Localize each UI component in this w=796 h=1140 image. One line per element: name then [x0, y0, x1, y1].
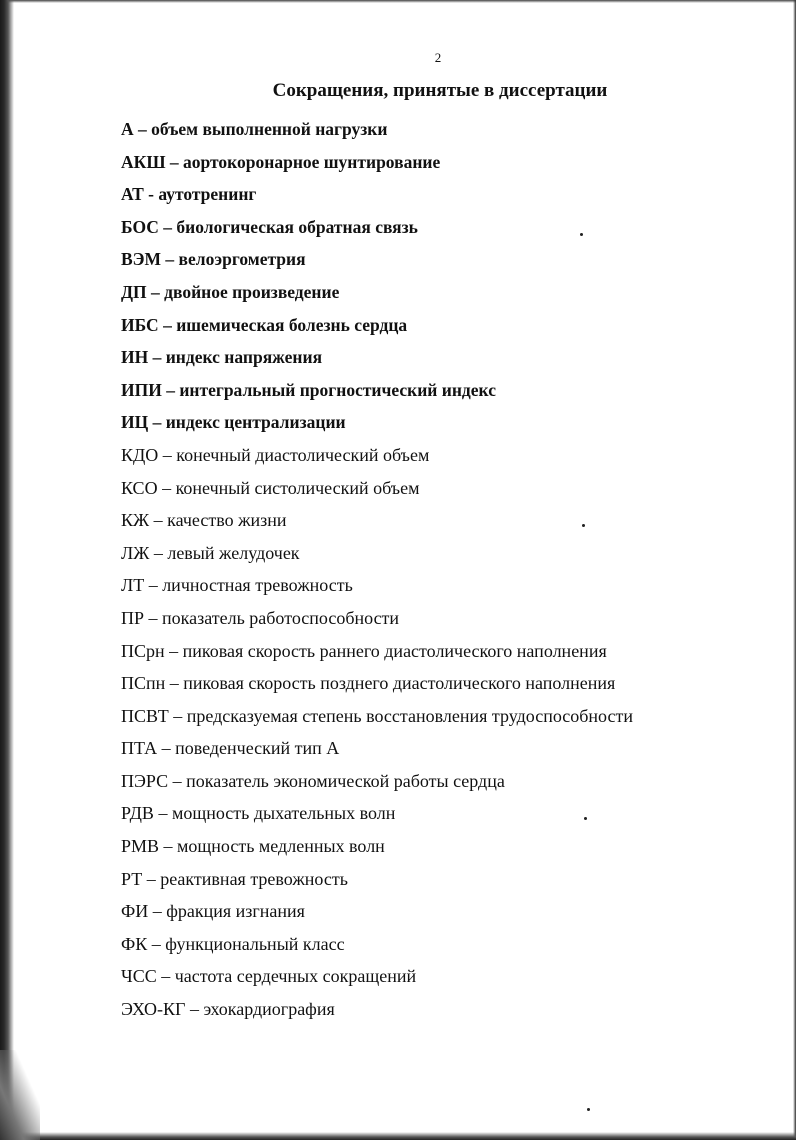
- abbreviation-item: КСО – конечный систолический объем: [121, 477, 420, 498]
- abbreviation-item: ИПИ – интегральный прогностический индекс: [121, 379, 496, 400]
- abbreviation-item: РТ – реактивная тревожность: [121, 868, 348, 889]
- abbreviation-item: РДВ – мощность дыхательных волн: [121, 803, 396, 824]
- abbreviation-item: ИН – индекс напряжения: [121, 347, 323, 368]
- scan-edge-bottom: [0, 1132, 796, 1140]
- abbreviation-item: ЭХО-КГ – эхокардиография: [121, 999, 335, 1020]
- abbreviation-item: КЖ – качество жизни: [121, 510, 287, 531]
- scan-corner-shadow: [0, 1050, 40, 1140]
- scan-edge-top: [0, 0, 796, 3]
- abbreviation-item: А – объем выполненной нагрузки: [121, 119, 388, 139]
- abbreviation-item: ЛЖ – левый желудочек: [121, 542, 300, 563]
- page-number: 2: [434, 50, 442, 65]
- abbreviation-item: ИБС – ишемическая болезнь сердца: [121, 314, 408, 335]
- abbreviation-item: ЧСС – частота сердечных сокращений: [121, 966, 417, 987]
- abbreviation-item: КДО – конечный диастолический объем: [121, 444, 430, 465]
- abbreviation-item: РМВ – мощность медленных волн: [121, 836, 385, 857]
- abbreviation-item: ИЦ – индекс централизации: [121, 412, 346, 433]
- page-title: Сокращения, принятые в диссертации: [272, 80, 608, 101]
- abbreviation-item: ЛТ – личностная тревожность: [121, 575, 353, 596]
- abbreviation-item: ПСпн – пиковая скорость позднего диастолического наполнения: [121, 673, 616, 694]
- scan-speck: [582, 524, 585, 527]
- abbreviation-item: БОС – биологическая обратная связь: [121, 216, 418, 237]
- abbreviation-item: ФК – функциональный класс: [121, 933, 345, 954]
- abbreviation-list: [121, 115, 741, 1028]
- abbreviation-item: ПСрн – пиковая скорость раннего диастолического наполнения: [121, 640, 607, 661]
- abbreviation-item: ФИ – фракция изгнания: [121, 901, 305, 922]
- abbreviation-item: ПР – показатель работоспособности: [121, 607, 400, 628]
- scan-speck: [587, 1108, 590, 1111]
- abbreviation-item: ПТА – поведенческий тип А: [121, 738, 340, 759]
- scan-speck: [580, 233, 583, 236]
- scan-speck: [584, 817, 587, 820]
- abbreviation-item: ПСВТ – предсказуемая степень восстановления трудоспособности: [121, 705, 633, 726]
- scan-edge-left: [0, 0, 14, 1140]
- abbreviation-item: АКШ – аортокоронарное шунтирование: [121, 151, 441, 172]
- abbreviation-item: АТ - аутотренинг: [121, 184, 257, 205]
- abbreviation-item: ДП – двойное произведение: [121, 281, 340, 302]
- abbreviation-item: ПЭРС – показатель экономической работы сердца: [121, 770, 505, 791]
- abbreviation-item: ВЭМ – велоэргометрия: [121, 249, 306, 270]
